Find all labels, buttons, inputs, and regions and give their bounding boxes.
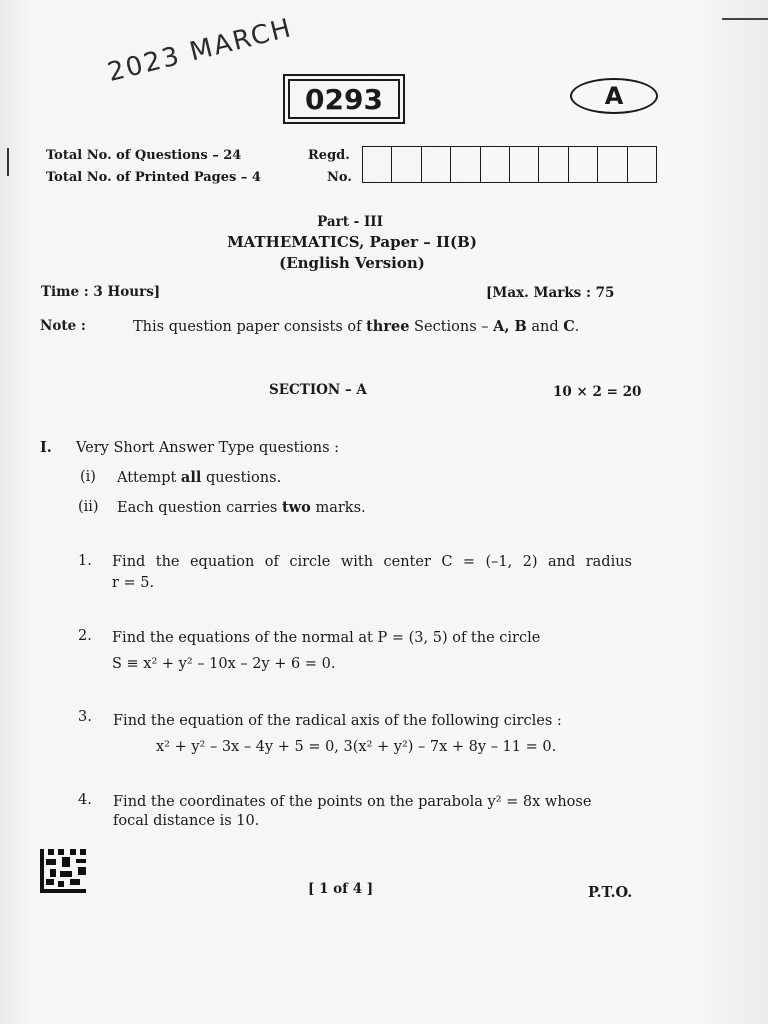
regd-cell [451,147,480,182]
regd-label: Regd. [308,148,350,163]
part-title: Part - III [317,214,383,230]
paper-code-box [283,74,405,124]
max-marks: [Max. Marks : 75 [486,285,615,301]
section-marks: 10 × 2 = 20 [553,384,642,400]
regd-cell [363,147,392,182]
note-text: This question paper consists of three Sections – A, B and C. [133,318,580,335]
question-text: Find the equations of the normal at P = (3, 5) of the circle [112,630,541,646]
question-text: Find the equation of the radical axis of the following circles : [113,713,562,729]
instruction-i-label: (i) [80,469,96,485]
question-equation: x² + y² – 3x – 4y + 5 = 0, 3(x² + y²) – 7x + 8y – 11 = 0. [156,739,557,755]
version-title: (English Version) [279,254,425,272]
subject-title: MATHEMATICS, Paper – II(B) [227,233,477,251]
instruction-ii-label: (ii) [78,499,99,515]
question-text-cont: focal distance is 10. [113,813,260,829]
question-number: 1. [78,553,92,569]
instruction-i-text: Attempt all questions. [117,469,282,486]
note-label: Note : [40,318,86,334]
total-questions: Total No. of Questions – 24 [46,148,242,163]
equation-line: S ≡ x² + y² – 10x – 2y + 6 = 0. [112,656,336,672]
handwritten-date-note: 2023 MARCH [104,13,296,88]
page-number: [ 1 of 4 ] [308,881,374,897]
regd-cell [628,147,656,182]
question-text: Find the coordinates of the points on the parabola y² = 8x whose [113,794,592,810]
regd-cell [510,147,539,182]
question-number: 2. [78,628,92,644]
time-allowed: Time : 3 Hours] [41,284,161,300]
regd-cell [392,147,421,182]
instructions-heading: Very Short Answer Type questions : [76,440,340,456]
regd-cell [422,147,451,182]
total-pages: Total No. of Printed Pages – 4 [46,170,261,185]
page-edge-mark [7,148,9,176]
regd-cell [569,147,598,182]
regd-cell [481,147,510,182]
corner-mark [722,18,768,20]
regd-cell [539,147,568,182]
question-number: 4. [78,792,92,808]
question-text-cont: r = 5. [112,575,155,591]
section-title: SECTION – A [269,382,367,398]
question-equation [112,653,335,675]
set-letter-badge: A [570,78,658,114]
registration-number-grid [362,146,657,183]
roman-numeral: I. [40,439,52,456]
datamatrix-barcode [40,849,86,893]
pto-label: P.T.O. [588,884,633,901]
regd-cell [598,147,627,182]
question-text: Find the equation of circle with center C = (–1, 2) and radius [112,554,632,570]
regd-no-label: No. [327,170,352,185]
paper-code: 0293 [288,79,400,119]
question-number: 3. [78,709,92,725]
instruction-ii-text: Each question carries two marks. [117,499,366,516]
